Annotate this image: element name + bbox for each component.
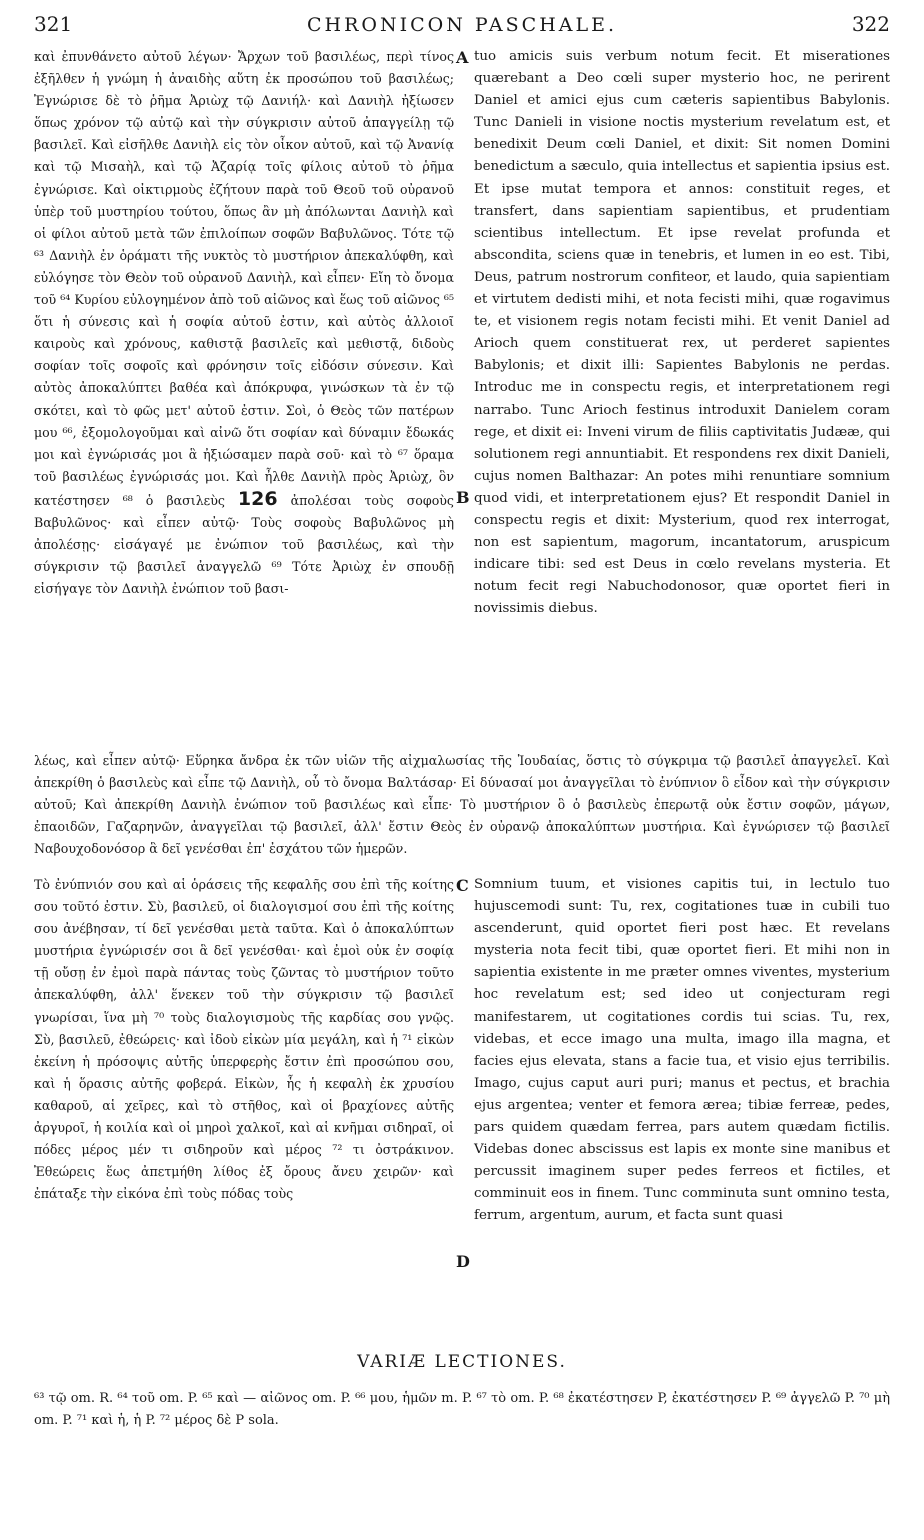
latin-column-2 <box>474 874 890 1228</box>
greek-column-2 <box>34 874 454 1205</box>
greek-column-1 <box>34 46 454 600</box>
page-number-right: 322 <box>851 12 890 36</box>
variae-lectiones-title: VARIÆ LECTIONES. <box>357 1352 567 1372</box>
full-width-greek <box>34 750 890 860</box>
margin-marker-b: B <box>456 488 470 507</box>
variae-lectiones-notes: ⁶³ τῷ om. R. ⁶⁴ τοῦ om. P. ⁶⁵ καὶ — αἰῶνος om. P. ⁶⁶ μου, ἡμῶν m. P. ⁶⁷ τὸ om. P. ⁶⁸ ἐκατέστησεν P, ἐκατέστησεν P. ⁶⁹ ἀγγελῶ P. ⁷⁰ μὴ om. P. ⁷¹ καὶ ἡ, ἡ P. ⁷² μέρος δὲ P sola. <box>34 1391 890 1428</box>
latin-text-2: Somnium tuum, et visiones capitis tui, in lectulo tuo hujuscemodi sunt: Tu, rex, cogitationes tuæ in cubili tuo ascenderunt, quid oportet fieri post hæc. Et revelans mysteria nota fecit tibi, quæ oportet fieri. Et mihi non in sapientia existente in me præter omnes viventes, mysterium hoc revelatum est; sed ideo ut conjecturam regi manifestarem, ut cogitationes cordis tui scias. Tu, rex, videbas, et ecce imago una multa, imago illa magna, et facies ejus elevata, stans a facie tua, et visio ejus terribilis. Imago, cujus caput auri puri; manus et pectus, et brachia ejus argentea; venter et femora ærea; tibiæ ferreæ, pedes, pars quidem quædam ferrea, pars autem quædam fictilis. Videbas donec abscissus est lapis ex monte sine manibus et percussit imaginem super pedes ferreos et fictiles, et comminuit eos in finem. Tunc comminuta sunt omnino testa, ferrum, argentum, aurum, et facta sunt quasi <box>474 877 890 1224</box>
folio-number: 126 <box>237 487 278 510</box>
page-header <box>0 12 924 42</box>
margin-marker-a: A <box>456 48 469 67</box>
latin-text-1: tuo amicis suis verbum notum fecit. Et miserationes quærebant a Deo cœli super mysterio hoc, ne perirent Daniel et amici ejus cum cæteris sapientibus Babylonis. Tunc Danieli in visione noctis mysterium revelatum est, et benedixit Deum cœli Daniel, et dixit: Sit nomen Domini benedictum a sæculo, quia intellectus et sapientia ipsius est. Et ipse mutat tempora et annos: constituit reges, et transfert, dans sapientiam sapientibus, et prudentiam scientibus intellectum. Et ipse revelat profunda et abscondita, sciens quæ in tenebris, et lumen in eo est. Tibi, Deus, patrum nostrorum confiteor, et laudo, quia sapientiam et virtutem dedisti mihi, et nota fecisti mihi, quæ rogavimus te, et visionem regis notam fecisti mihi. Et venit Daniel ad Arioch quem constituerat rex, ut perderet sapientes Babylonis; et dixit illi: Sapientes Babylonis ne perdas. Introduc me in conspectu regis, et interpretationem regi narrabo. Tunc Arioch festinus introduxit Danielem coram rege, et dixit ei: Inveni virum de filiis captivitatis Judææ, qui solutionem regi annuntiabit. Et respondens rex dixit Danieli, cujus nomen Balthazar: An potes mihi renuntiare somnium quod vidi, et interpretationem ejus? Et respondit Daniel in conspectu regis et dixit: Mysterium, quod rex interrogat, non est sapientum, magorum, incantatorum, aruspicum indicare tibi: sed est Deus in cœlo revelans mysteria. Et notum fecit regi Nabuchodonosor, quæ oportet fieri in novissimis diebus. <box>474 49 890 617</box>
running-title: CHRONICON PASCHALE. <box>306 14 618 36</box>
margin-marker-c: C <box>456 876 469 895</box>
greek-text-2: Τὸ ἐνύπνιόν σου καὶ αἱ ὁράσεις τῆς κεφαλῆς σου ἐπὶ τῆς κοίτης σου τοῦτό ἐστιν. Σὺ, βασιλεῦ, οἱ διαλογισμοί σου ἐπὶ τῆς κοίτης σου ἀνέβησαν, τί δεῖ γενέσθαι μετὰ ταῦτα. Καὶ ὁ ἀποκαλύπτων μυστήρια ἐγνώρισέν σοι ἃ δεῖ γενέσθαι· καὶ ἐμοὶ οὐκ ἐν σοφίᾳ τῇ οὔσῃ ἐν ἐμοὶ παρὰ πάντας τοὺς ζῶντας τὸ μυστήριον τοῦτο ἀπεκαλύφθη, ἀλλ' ἕνεκεν τοῦ τὴν σύγκρισιν τῷ βασιλεῖ γνωρίσαι, ἵνα μὴ ⁷⁰ τοὺς διαλογισμοὺς τῆς καρδίας σου γνῷς. Σὺ, βασιλεῦ, ἐθεώρεις· καὶ ἰδοὺ εἰκὼν μία μεγάλη, καὶ ἡ ⁷¹ εἰκὼν ἐκείνη ἡ πρόσοψις αὐτῆς ὑπερφερὴς ἔστιν ἐπὶ προσώπου σου, καὶ ἡ ὅρασις αὐτῆς φοβερά. Εἰκὼν, ἧς ἡ κεφαλὴ ἐκ χρυσίου καθαροῦ, αἱ χεῖρες, καὶ τὸ στῆθος, καὶ οἱ βραχίονες αὐτῆς ἀργυροῖ, ἡ κοιλία καὶ οἱ μηροὶ χαλκοῖ, καὶ αἱ κνῆμαι σιδηραῖ, οἱ πόδες μέρος μέν τι σιδηροῦν καὶ μέρος ⁷² τι ὀστράκινον. Ἐθεώρεις ἕως ἀπετμήθη λίθος ἐξ ὄρους ἄνευ χειρῶν· καὶ ἐπάταξε τὴν εἰκόνα ἐπὶ τοὺς πόδας τοὺς <box>34 877 454 1202</box>
page-number-left: 321 <box>34 12 73 36</box>
margin-marker-d: D <box>456 1252 470 1271</box>
latin-column-1 <box>474 46 890 620</box>
greek-text-1a: καὶ ἐπυνθάνετο αὐτοῦ λέγων· Ἄρχων τοῦ βασιλέως, περὶ τίνος ἐξῆλθεν ἡ γνώμη ἡ ἀναιδὴς αὕτη ἐκ προσώπου τοῦ βασιλέως; Ἐγνώρισε δὲ τὸ ῥῆμα Ἀριὼχ τῷ Δανιήλ· καὶ Δανιὴλ ἠξίωσεν ὅπως χρόνον τῷ αὐτῷ καὶ τὴν σύγκρισιν αὐτοῦ ἀπαγγείλῃ τῷ βασιλεῖ. Καὶ εἰσῆλθε Δανιὴλ εἰς τὸν οἶκον αὐτοῦ, καὶ τῷ Ἀνανίᾳ καὶ τῷ Μισαὴλ, καὶ τῷ Ἀζαρίᾳ τοῖς φίλοις αὐτοῦ τὸ ῥῆμα ἐγνώρισε. Καὶ οἰκτιρμοὺς ἐζήτουν παρὰ τοῦ Θεοῦ τοῦ οὐρανοῦ ὑπὲρ τοῦ μυστηρίου τούτου, ὅπως ἂν μὴ ἀπόλωνται Δανιὴλ καὶ οἱ φίλοι αὐτοῦ μετὰ τῶν ἐπιλοίπων σοφῶν Βαβυλῶνος. Τότε τῷ ⁶³ Δανιὴλ ἐν ὁράματι τῆς νυκτὸς τὸ μυστήριον ἀπεκαλύφθη, καὶ εὐλόγησε τὸν Θεὸν τοῦ οὐρανοῦ Δανιὴλ, καὶ εἶπεν· Εἴη τὸ ὄνομα τοῦ ⁶⁴ Κυρίου εὐλογημένον ἀπὸ τοῦ αἰῶνος καὶ ἕως τοῦ αἰῶνος ⁶⁵ ὅτι ἡ σύνεσις καὶ ἡ σοφία αὐτοῦ ἐστιν, καὶ αὐτὸς ἀλλοιοῖ καιροὺς καὶ χρόνους, καθιστᾷ βασιλεῖς καὶ μεθιστᾷ, διδοὺς σοφίαν τοῖς σοφοῖς καὶ φρόνησιν τοῖς εἰδόσιν σύνεσιν. Καὶ αὐτὸς ἀποκαλύπτει βαθέα καὶ ἀπόκρυφα, γινώσκων τὰ ἐν τῷ σκότει, καὶ τὸ φῶς μετ' αὐτοῦ ἐστιν. Σοὶ, ὁ Θεὸς τῶν πατέρων μου ⁶⁶, ἐξομολογοῦμαι καὶ αἰνῶ ὅτι σοφίαν καὶ δύναμιν ἔδωκάς μοι καὶ ἐγνώρισάς μοι ἃ ἠξιώσαμεν παρὰ σοῦ· καὶ τὸ ⁶⁷ ὅραμα τοῦ βασιλέως ἐγνώρισάς μοι. Καὶ ἦλθε Δανιὴλ πρὸς Ἀριὼχ, ὃν κατέστησεν ⁶⁸ ὁ βασιλεὺς <box>34 49 454 508</box>
greek-text-1b: ἀπολέσαι τοὺς σοφοὺς Βαβυλῶνος· καὶ εἶπεν αὐτῷ· Τοὺς σοφοὺς Βαβυλῶνος μὴ ἀπολέσῃς· εἰσάγαγέ με ἐνώπιον τοῦ βασιλέως, καὶ τὴν σύγκρισιν τῷ βασιλεῖ ἀναγγελῶ ⁶⁹ Τότε Ἀριὼχ ἐν σπουδῇ εἰσήγαγε τὸν Δανιὴλ ἐνώπιον τοῦ βασι- <box>34 492 454 597</box>
full-width-text: λέως, καὶ εἶπεν αὐτῷ· Εὕρηκα ἄνδρα ἐκ τῶν υἱῶν τῆς αἰχμαλωσίας τῆς Ἰουδαίας, ὅστις τὸ σύγκριμα τῷ βασιλεῖ ἀπαγγελεῖ. Καὶ ἀπεκρίθη ὁ βασιλεὺς καὶ εἶπε τῷ Δανιὴλ, οὗ τὸ ὄνομα Βαλτάσαρ· Εἰ δύνασαί μοι ἀναγγεῖλαι τὸ ἐνύπνιον ὃ εἶδον καὶ τὴν σύγκρισιν αὐτοῦ; Καὶ ἀπεκρίθη Δανιὴλ ἐνώπιον τοῦ βασιλέως καὶ εἶπε· Τὸ μυστήριον ὃ ὁ βασιλεὺς ἐπερωτᾷ οὐκ ἔστιν σοφῶν, μάγων, ἐπαοιδῶν, Γαζαρηνῶν, ἀναγγεῖλαι τῷ βασιλεῖ, ἀλλ' ἔστιν Θεὸς ἐν οὐρανῷ ἀποκαλύπτων μυστήρια. Καὶ ἐγνώρισεν τῷ βασιλεῖ Ναβουχοδονόσορ ἃ δεῖ γενέσθαι ἐπ' ἐσχάτου τῶν ἡμερῶν. <box>34 753 890 857</box>
